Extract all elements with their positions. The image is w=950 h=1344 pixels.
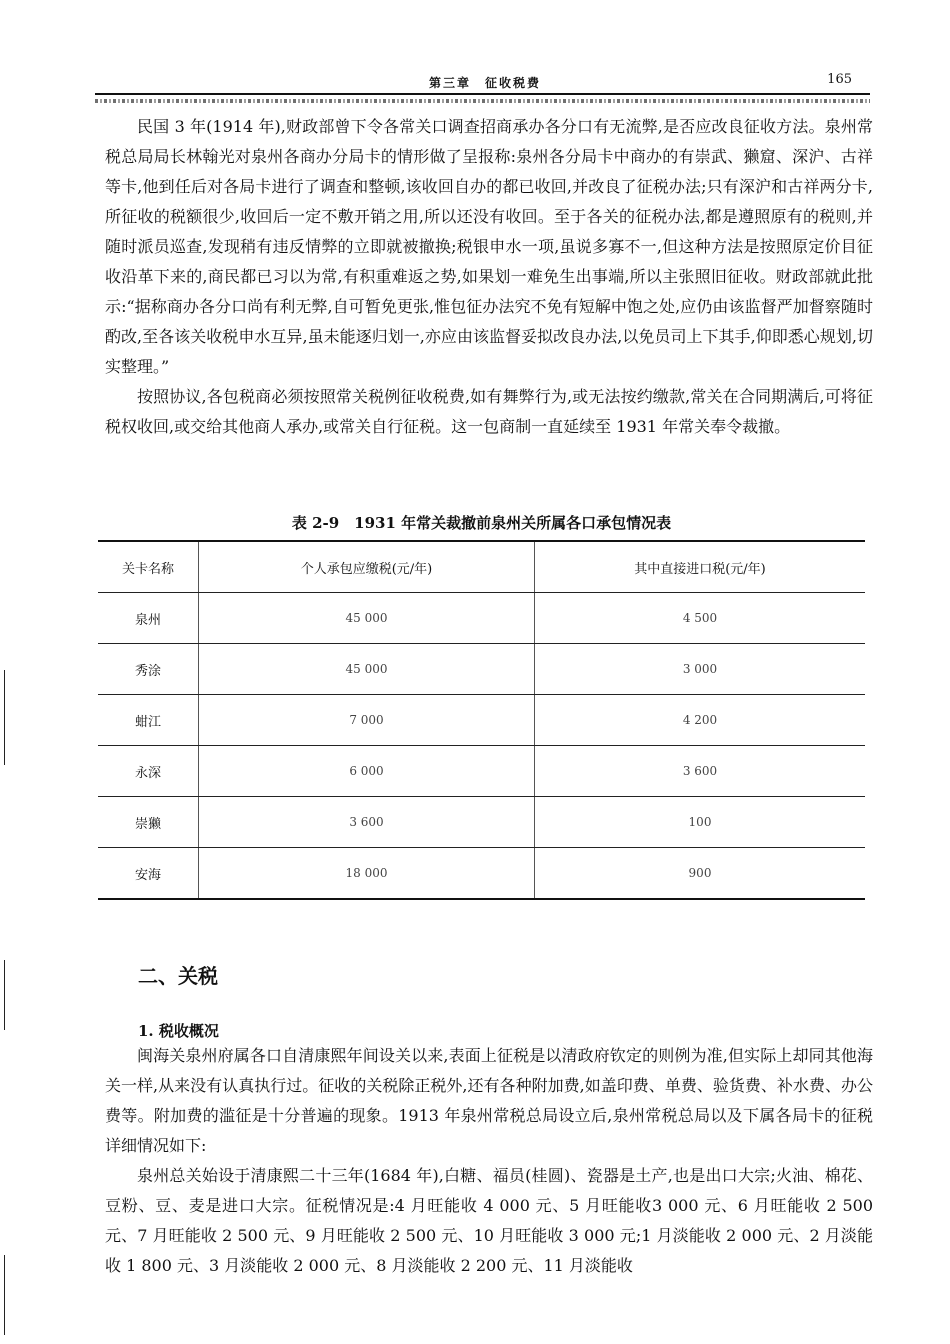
table-row	[98, 746, 865, 797]
paragraph: 闽海关泉州府属各口自清康熙年间设关以来,表面上征税是以清政府钦定的则例为准,但实际上却同其他海关一样,从来没有认真执行过。征收的关税除正税外,还有各种附加费,如盖印费、单费、验货费、补水费、办公费等。附加费的滥征是十分普遍的现象。1913 年泉州常税总局设立后,泉州常税总局以及下属各局卡的征税详细情况如下:	[105, 1046, 873, 1155]
cell: 4 200	[535, 695, 866, 746]
column-header: 其中直接进口税(元/年)	[535, 541, 866, 593]
cell: 4 500	[535, 593, 866, 644]
cell: 18 000	[199, 848, 535, 900]
cell: 45 000	[199, 644, 535, 695]
cell: 秀涂	[98, 644, 199, 695]
table-row	[98, 848, 865, 900]
scan-margin-mark	[4, 1255, 5, 1335]
cell: 3 000	[535, 644, 866, 695]
cell: 6 000	[199, 746, 535, 797]
cell: 3 600	[535, 746, 866, 797]
scan-margin-mark	[4, 670, 5, 765]
paragraph: 泉州总关始设于清康熙二十三年(1684 年),白糖、福员(桂圆)、瓷器是土产,也是出口大宗;火油、棉花、豆粉、豆、麦是进口大宗。征税情况是:4 月旺能收 4 000 元、5 月旺能收3 000 元、6 月旺能收 2 500 元、7 月旺能收 2 500 元、9 月旺能收 2 500 元、10 月旺能收 3 000 元;1 月淡能收 2 000 元、2 月淡能收 1 800 元、3 月淡能收 2 000 元、8 月淡能收 2 200 元、11 月淡能收	[105, 1166, 873, 1275]
table-header-row	[98, 541, 865, 593]
column-header: 关卡名称	[98, 541, 199, 593]
scan-margin-mark	[4, 960, 5, 1030]
table-caption: 表 2-9 1931 年常关裁撤前泉州关所属各口承包情况表	[291, 514, 672, 532]
cell: 崇獭	[98, 797, 199, 848]
subsection-heading: 1. 税收概况	[138, 1022, 219, 1040]
cell: 7 000	[199, 695, 535, 746]
contract-table	[98, 540, 865, 900]
page-number: 165	[827, 72, 852, 87]
cell: 安海	[98, 848, 199, 900]
cell: 45 000	[199, 593, 535, 644]
cell: 永深	[98, 746, 199, 797]
cell: 泉州	[98, 593, 199, 644]
column-header: 个人承包应缴税(元/年)	[199, 541, 535, 593]
header-rule	[95, 93, 870, 95]
header-ornament-line	[95, 99, 870, 103]
cell: 900	[535, 848, 866, 900]
table-row	[98, 797, 865, 848]
paragraph: 按照协议,各包税商必须按照常关税例征收税费,如有舞弊行为,或无法按约缴款,常关在合同期满后,可将征税权收回,或交给其他商人承办,或常关自行征税。这一包商制一直延续至 1931 年常关奉令裁撤。	[105, 387, 873, 436]
table-row	[98, 644, 865, 695]
table-row	[98, 695, 865, 746]
cell: 100	[535, 797, 866, 848]
chapter-title: 第三章 征收税费	[428, 76, 541, 90]
body-text-bottom	[105, 1041, 873, 1281]
cell: 蚶江	[98, 695, 199, 746]
running-header	[100, 74, 870, 92]
cell: 3 600	[199, 797, 535, 848]
section-heading: 二、关税	[138, 964, 218, 988]
table-row	[98, 593, 865, 644]
paragraph: 民国 3 年(1914 年),财政部曾下令各常关口调查招商承办各分口有无流弊,是否应改良征收方法。泉州常税总局局长林翰光对泉州各商办分局卡的情形做了呈报称:泉州各分局卡中商办的有崇武、獭窟、深沪、古祥等卡,他到任后对各局卡进行了调查和整顿,该收回自办的都已收回,并改良了征税办法;只有深沪和古祥两分卡,所征收的税额很少,收回后一定不敷开销之用,所以还没有收回。至于各关的征税办法,都是遵照原有的税则,并随时派员巡查,发现稍有违反情弊的立即就被撤换;税银申水一项,虽说多寡不一,但这种方法是按照原定价目征收沿革下来的,商民都已习以为常,有积重难返之势,如果划一难免生出事端,所以主张照旧征收。财政部就此批示:“据称商办各分口尚有利无弊,自可暂免更张,惟包征办法究不免有短解中饱之处,应仍由该监督严加督察随时酌改,至各该关收税申水互异,虽未能逐归划一,亦应由该监督妥拟改良办法,以免员司上下其手,仰即悉心规划,切实整理。”	[105, 117, 873, 376]
body-text-top	[105, 112, 873, 442]
